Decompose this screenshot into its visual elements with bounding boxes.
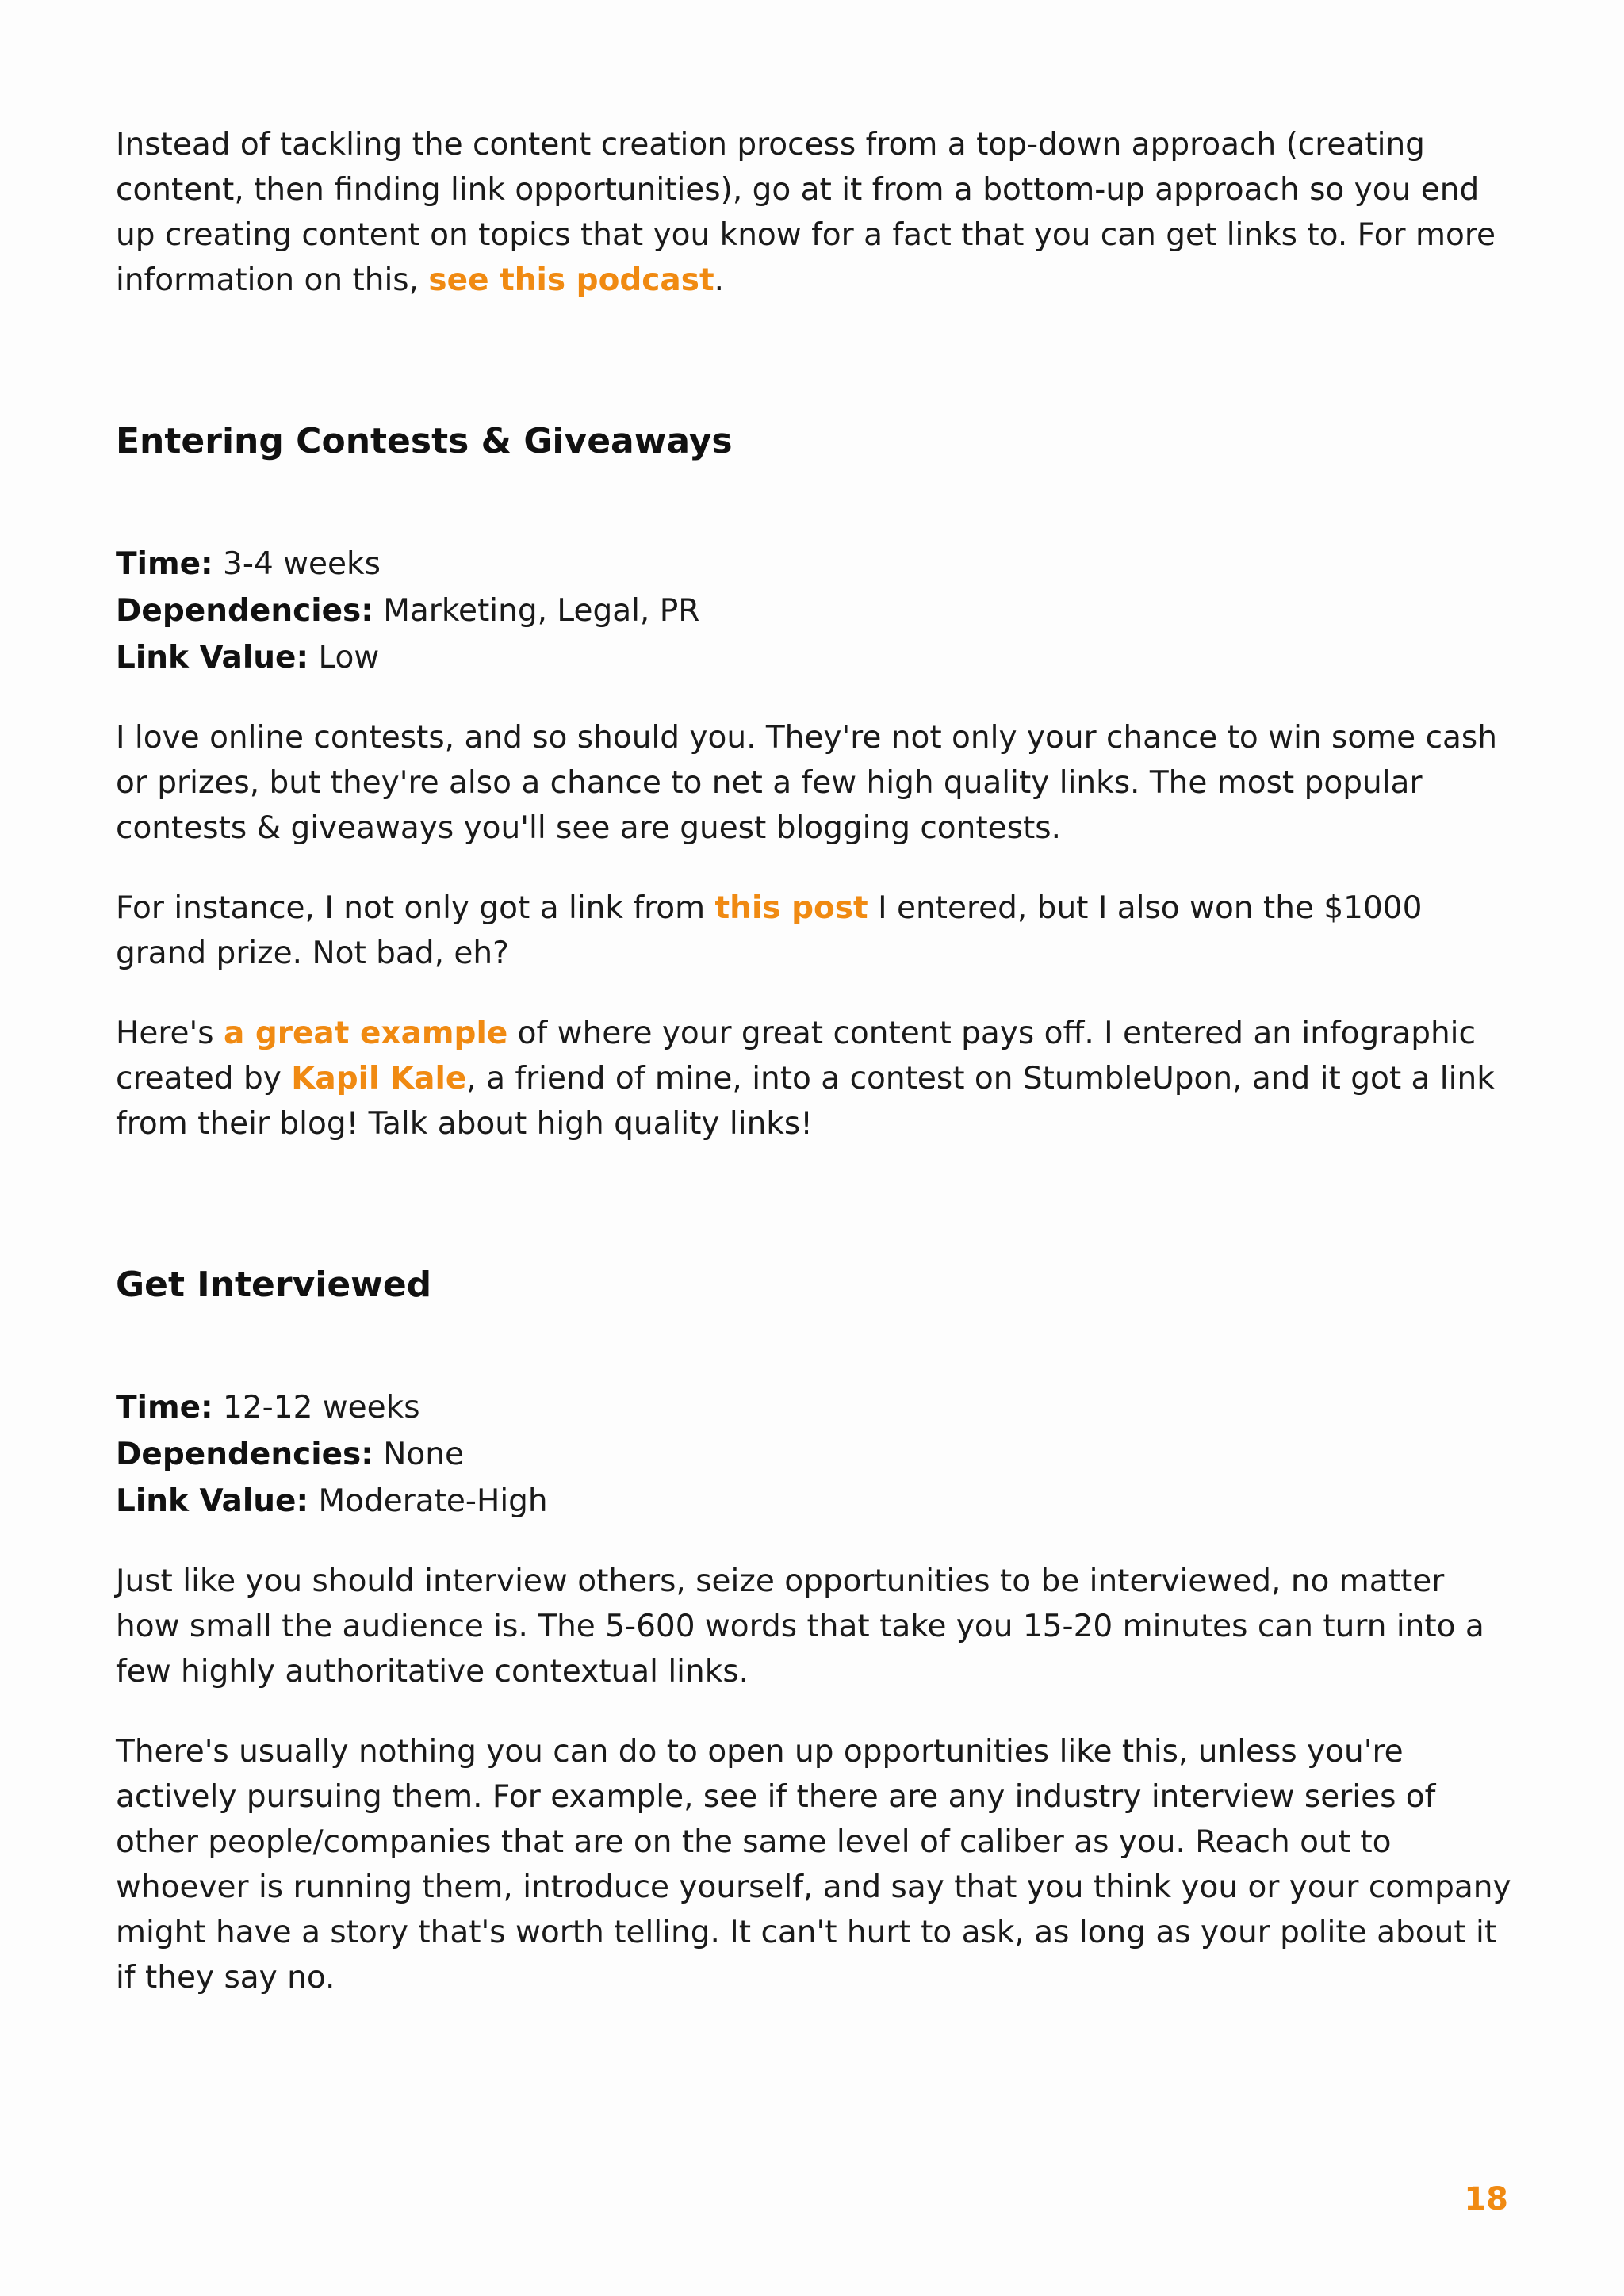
contests-p3-before: Here's xyxy=(116,1016,224,1051)
intro-end: . xyxy=(714,262,725,298)
time-value: 12-12 weeks xyxy=(213,1390,420,1425)
contests-p2-before: For instance, I not only got a link from xyxy=(116,890,715,926)
interviewed-link-value xyxy=(116,1478,1511,1525)
great-example-link[interactable]: a great example xyxy=(223,1016,508,1051)
document-page xyxy=(116,122,1511,2000)
contests-time xyxy=(116,541,1511,587)
interviewed-heading: Get Interviewed xyxy=(116,1265,432,1305)
time-label: Time: xyxy=(116,1390,213,1425)
contests-paragraph-3 xyxy=(116,1011,1511,1146)
contests-paragraph-1: I love online contests, and so should you. They're not only your chance to win some cash or prizes, but they're also a chance to net a few high quality links. The most popular contests & giveaways you'll see are guest blogging contests. xyxy=(116,720,1497,846)
interviewed-paragraph-1: Just like you should interview others, seize opportunities to be interviewed, no matter how small the audience is. The 5-600 words that take you 15-20 minutes can turn into a few highly authoritative contextual links. xyxy=(116,1563,1484,1689)
page-number: 18 xyxy=(1464,2181,1508,2218)
link-value-value: Low xyxy=(308,640,380,675)
link-value-label: Link Value: xyxy=(116,1483,309,1519)
dependencies-value: Marketing, Legal, PR xyxy=(373,593,700,629)
contests-paragraph-2 xyxy=(116,886,1511,976)
interviewed-time xyxy=(116,1384,1511,1431)
link-value-label: Link Value: xyxy=(116,640,309,675)
contests-dependencies xyxy=(116,587,1511,634)
interviewed-paragraph-2: There's usually nothing you can do to open up opportunities like this, unless you're actively pursuing them. For example, see if there are any industry interview series of other people/companies that are on the same level of caliber as you. Reach out to whoever is running them, introduce yourself, and say that you think you or your company might have a story that's worth telling. It can't hurt to ask, as long as your polite about it if they say no. xyxy=(116,1734,1511,1996)
dependencies-label: Dependencies: xyxy=(116,593,373,629)
contests-p2-after: I entered, but I also won the $1000 grand prize. Not bad, eh? xyxy=(116,890,1423,971)
time-value: 3-4 weeks xyxy=(213,546,381,582)
contests-p3-after: , a friend of mine, into a contest on StumbleUpon, and it got a link from their blog! Talk about high quality links! xyxy=(116,1061,1495,1142)
contests-meta xyxy=(116,541,1511,681)
this-post-link[interactable]: this post xyxy=(714,890,868,926)
interviewed-dependencies xyxy=(116,1431,1511,1478)
intro-paragraph xyxy=(116,122,1511,303)
contests-link-value xyxy=(116,634,1511,681)
interviewed-meta xyxy=(116,1384,1511,1525)
kapil-kale-link[interactable]: Kapil Kale xyxy=(291,1061,467,1096)
time-label: Time: xyxy=(116,546,213,582)
dependencies-value: None xyxy=(373,1437,464,1472)
see-this-podcast-link[interactable]: see this podcast xyxy=(428,262,714,298)
dependencies-label: Dependencies: xyxy=(116,1437,373,1472)
contests-heading: Entering Contests & Giveaways xyxy=(116,421,733,461)
link-value-value: Moderate-High xyxy=(308,1483,548,1519)
contests-p3-middle: of where your great content pays off. I entered an infographic created by xyxy=(116,1016,1476,1096)
intro-text: Instead of tackling the content creation process from a top-down approach (creating content, then finding link opportunities), go at it from a bottom-up approach so you end up creating content on topics that you know for a fact that you can get links to. For more information on this, xyxy=(116,127,1496,298)
